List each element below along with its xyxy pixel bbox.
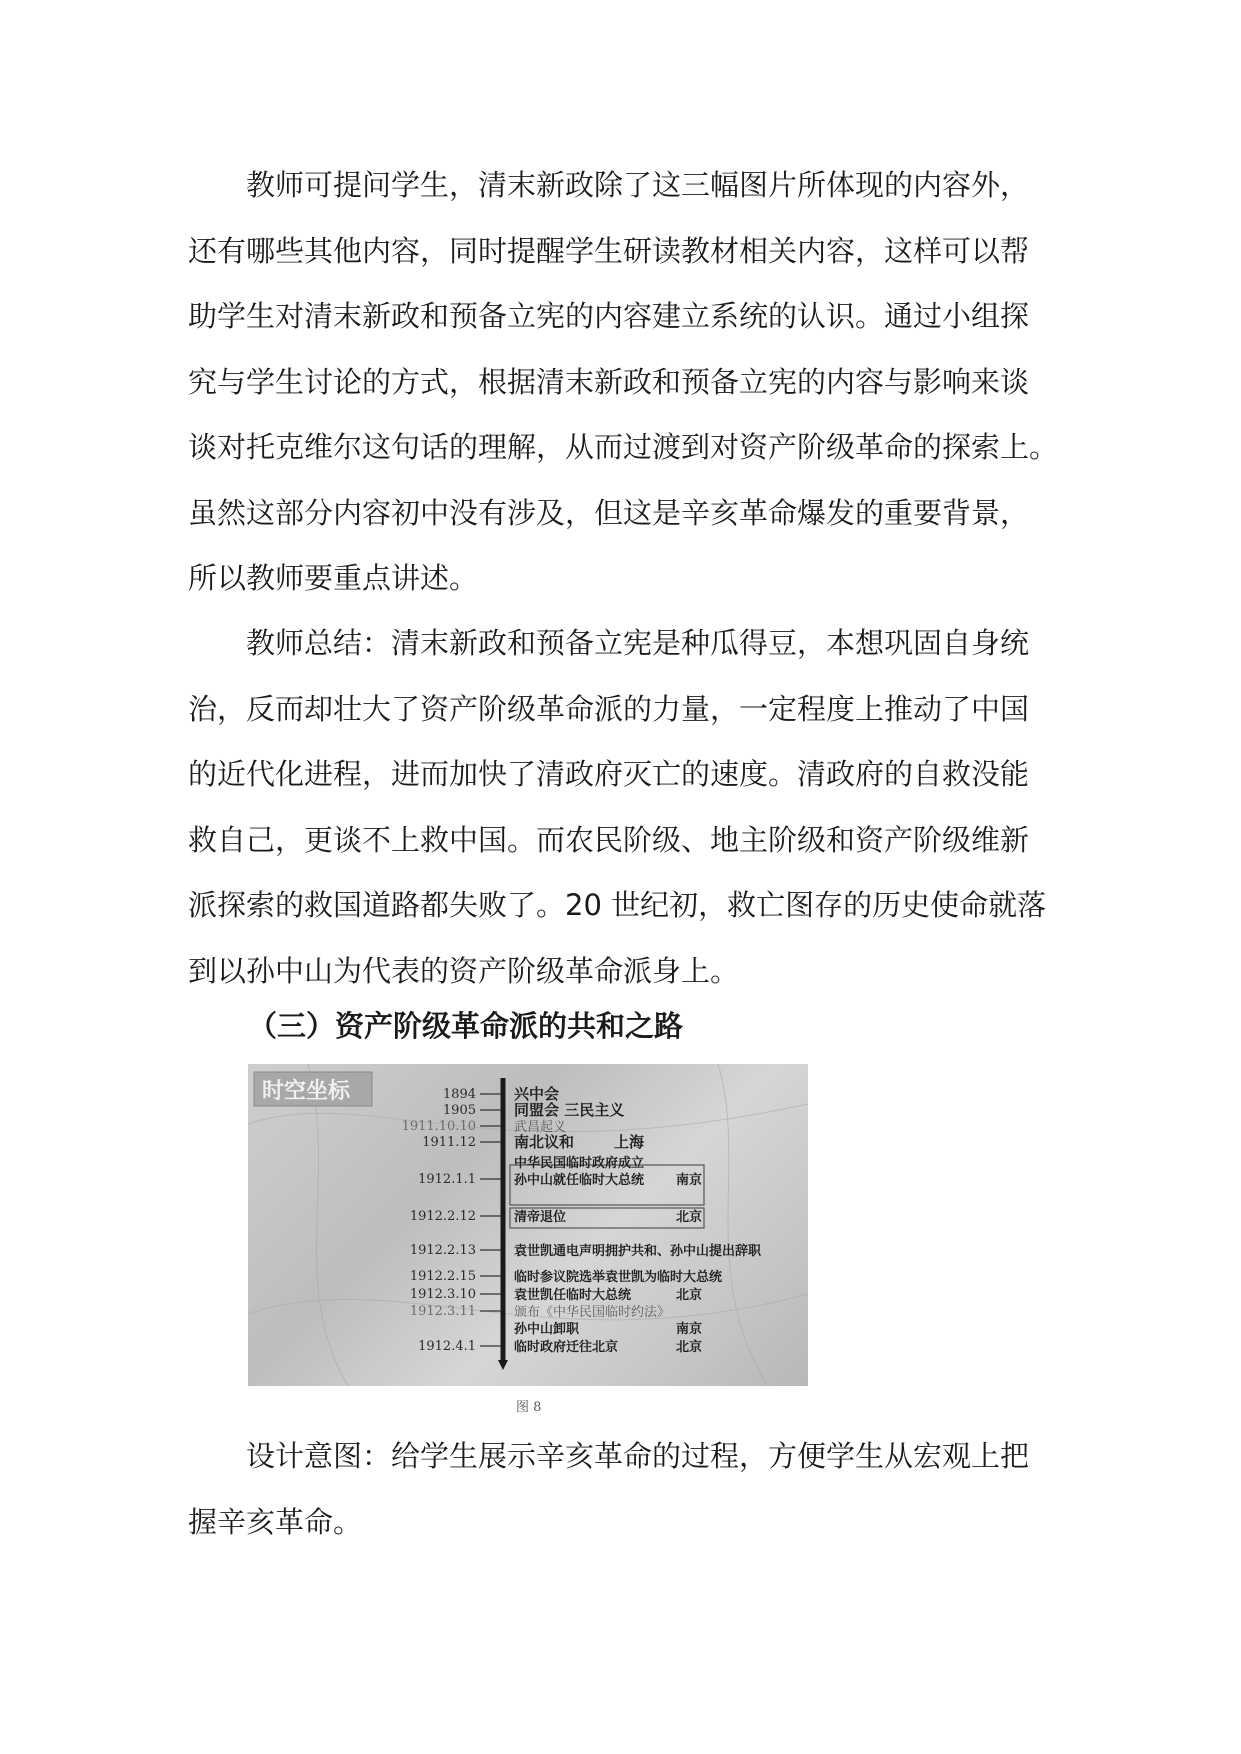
paragraph-line: 教师总结：清末新政和预备立宪是种瓜得豆，本想巩固自身统 — [246, 626, 1030, 660]
timeline-date: 1894 — [442, 1087, 476, 1102]
paragraph-line: 还有哪些其他内容，同时提醒学生研读教材相关内容，这样可以帮 — [188, 233, 1030, 268]
timeline-event: 孙中山卸职 — [514, 1322, 580, 1337]
timeline-figure — [248, 1064, 808, 1386]
timeline-event: 清帝退位 — [514, 1210, 567, 1225]
timeline-date: 1912.2.15 — [409, 1269, 476, 1284]
paragraph-line: 治，反而却壮大了资产阶级革命派的力量，一定程度上推动了中国 — [188, 691, 1030, 726]
timeline-event: 同盟会 三民主义 — [514, 1101, 625, 1119]
timeline-event: 中华民国临时政府成立 — [514, 1156, 645, 1171]
timeline-date: 1911.12 — [422, 1135, 476, 1150]
timeline-date: 1905 — [442, 1103, 476, 1118]
figure-caption: 图 8 — [516, 1400, 542, 1415]
section-heading: （三）资产阶级革命派的共和之路 — [248, 1009, 684, 1043]
timeline-event: 临时政府迁往北京 — [514, 1340, 619, 1355]
paragraph-line: 派探索的救国道路都失败了。20 世纪初，救亡图存的历史使命就落 — [188, 888, 1047, 922]
paragraph-line: 教师可提问学生，清末新政除了这三幅图片所体现的内容外， — [246, 168, 1030, 202]
timeline-date: 1912.3.11 — [409, 1304, 476, 1319]
paragraph-line: 到以孙中山为代表的资产阶级革命派身上。 — [188, 953, 740, 988]
body-paragraph-3 — [188, 1424, 1058, 1555]
timeline-date: 1912.1.1 — [418, 1172, 476, 1187]
timeline-event: 南北议和 — [514, 1133, 575, 1151]
timeline-place: 南京 — [676, 1173, 703, 1188]
body-paragraph-2 — [188, 611, 1058, 1004]
timeline-event: 武昌起义 — [514, 1120, 567, 1135]
timeline-event: 临时参议院选举袁世凯为临时大总统 — [514, 1270, 723, 1285]
timeline-place: 北京 — [676, 1210, 703, 1225]
timeline-event: 兴中会 — [514, 1085, 560, 1103]
paragraph-line: 所以教师要重点讲述。 — [188, 561, 479, 595]
paragraph-line: 助学生对清末新政和预备立宪的内容建立系统的认识。通过小组探 — [188, 299, 1030, 333]
timeline-event: 袁世凯通电声明拥护共和、孙中山提出辞职 — [514, 1244, 762, 1259]
paragraph-line: 的近代化进程，进而加快了清政府灭亡的速度。清政府的自救没能 — [188, 757, 1030, 791]
badge-label: 时空坐标 — [262, 1079, 351, 1104]
timeline-date: 1912.2.12 — [409, 1209, 476, 1224]
timeline-date: 1912.4.1 — [418, 1339, 476, 1354]
timeline-date: 1911.10.10 — [401, 1119, 476, 1134]
timeline-place: 上海 — [614, 1133, 645, 1151]
timeline-place: 南京 — [676, 1322, 703, 1337]
paragraph-line: 虽然这部分内容初中没有涉及，但这是辛亥革命爆发的重要背景， — [188, 495, 1030, 530]
paragraph-line: 究与学生讨论的方式，根据清末新政和预备立宪的内容与影响来谈 — [188, 364, 1030, 399]
timeline-event: 袁世凯任临时大总统 — [514, 1288, 632, 1303]
timeline-place: 北京 — [676, 1288, 703, 1303]
body-paragraph-1 — [188, 153, 1058, 612]
paragraph-line: 谈对托克维尔这句话的理解，从而过渡到对资产阶级革命的探索上。 — [188, 430, 1059, 464]
timeline-arrow — [498, 1360, 508, 1370]
timeline-date: 1912.3.10 — [409, 1287, 476, 1302]
timeline-event: 颁布《中华民国临时约法》 — [514, 1305, 671, 1320]
timeline-event: 孙中山就任临时大总统 — [514, 1173, 645, 1188]
paragraph-line: 设计意图：给学生展示辛亥革命的过程，方便学生从宏观上把 — [246, 1439, 1030, 1473]
paragraph-line: 握辛亥革命。 — [188, 1504, 363, 1539]
timeline-place: 北京 — [676, 1340, 703, 1355]
timeline-date: 1912.2.13 — [409, 1243, 476, 1258]
paragraph-line: 救自己，更谈不上救中国。而农民阶级、地主阶级和资产阶级维新 — [188, 822, 1030, 857]
timeline-graphic — [248, 1064, 808, 1386]
